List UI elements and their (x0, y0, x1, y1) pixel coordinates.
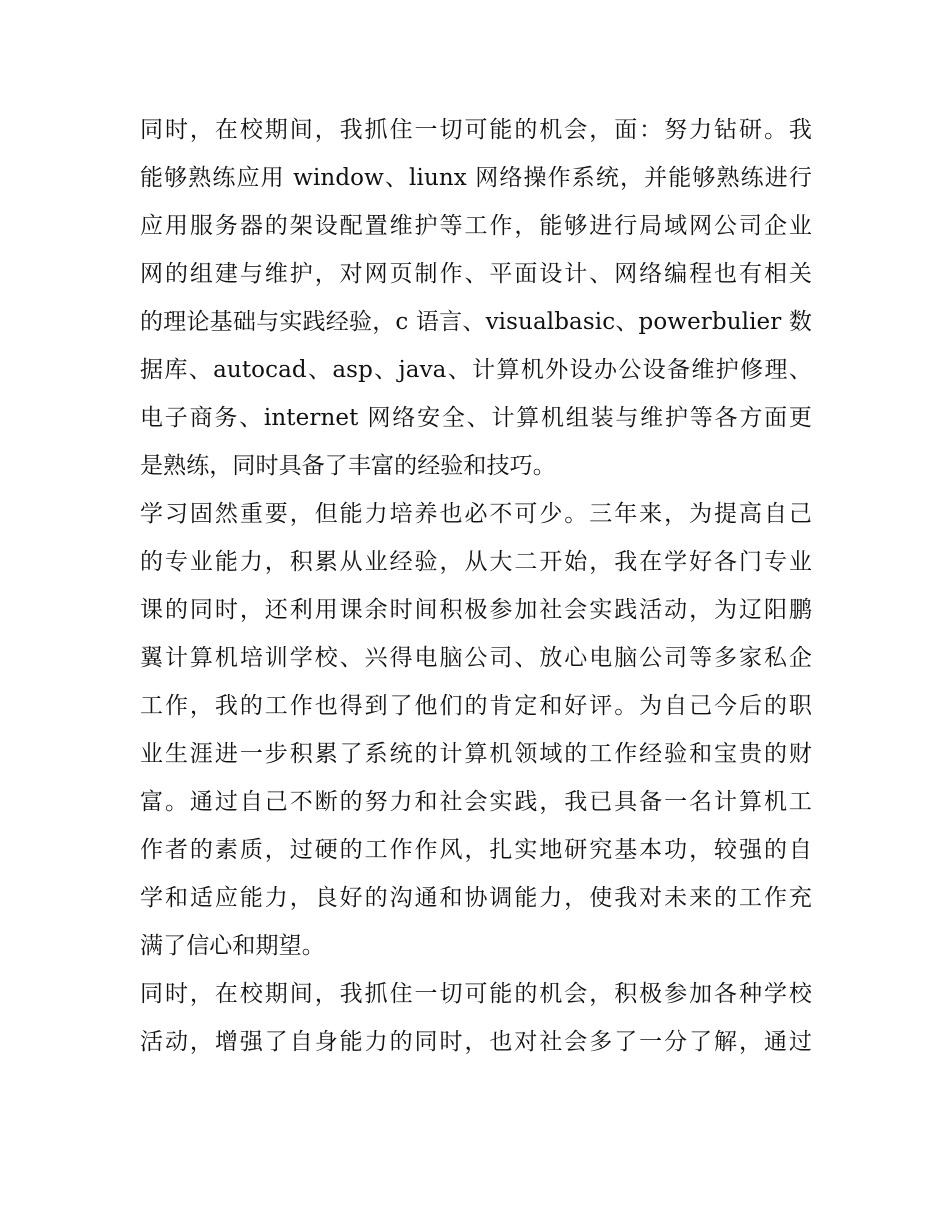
text-line: 的理论基础与实践经验，c 语言、visualbasic、powerbulier 数 (140, 309, 812, 335)
text-line: 活动，增强了自身能力的同时，也对社会多了一分了解，通过 (140, 1029, 812, 1055)
text-line: 学习固然重要，但能力培养也必不可少。三年来，为提高自己 (140, 501, 812, 527)
text-line: 满了信心和期望。 (140, 933, 325, 959)
text-line: 能够熟练应用 window、liunx 网络操作系统，并能够熟练进行 (140, 165, 812, 191)
text-line: 业生涯进一步积累了系统的计算机领域的工作经验和宝贵的财 (140, 741, 812, 767)
document-body (140, 106, 812, 1066)
text-line: 是熟练，同时具备了丰富的经验和技巧。 (140, 453, 556, 479)
text-line: 工作，我的工作也得到了他们的肯定和好评。为自己今后的职 (140, 693, 812, 719)
text-line: 网的组建与维护，对网页制作、平面设计、网络编程也有相关 (140, 261, 812, 287)
text-line: 富。通过自己不断的努力和社会实践，我已具备一名计算机工 (140, 789, 812, 815)
text-line: 据库、autocad、asp、java、计算机外设办公设备维护修理、 (140, 357, 812, 383)
text-line: 电子商务、internet 网络安全、计算机组装与维护等各方面更 (140, 405, 812, 431)
text-line: 应用服务器的架设配置维护等工作，能够进行局域网公司企业 (140, 213, 812, 239)
text-line: 作者的素质，过硬的工作作风，扎实地研究基本功，较强的自 (140, 837, 812, 863)
text-line: 同时，在校期间，我抓住一切可能的机会，积极参加各种学校 (140, 981, 812, 1007)
paragraph-3 (140, 970, 812, 1066)
text-line: 同时，在校期间，我抓住一切可能的机会，面：努力钻研。我 (140, 117, 812, 143)
text-line: 的专业能力，积累从业经验，从大二开始，我在学好各门专业 (140, 549, 812, 575)
text-line: 学和适应能力，良好的沟通和协调能力，使我对未来的工作充 (140, 885, 812, 911)
text-line: 课的同时，还利用课余时间积极参加社会实践活动，为辽阳鹏 (140, 597, 812, 623)
text-line: 翼计算机培训学校、兴得电脑公司、放心电脑公司等多家私企 (140, 645, 812, 671)
paragraph-1 (140, 106, 812, 490)
paragraph-2 (140, 490, 812, 970)
